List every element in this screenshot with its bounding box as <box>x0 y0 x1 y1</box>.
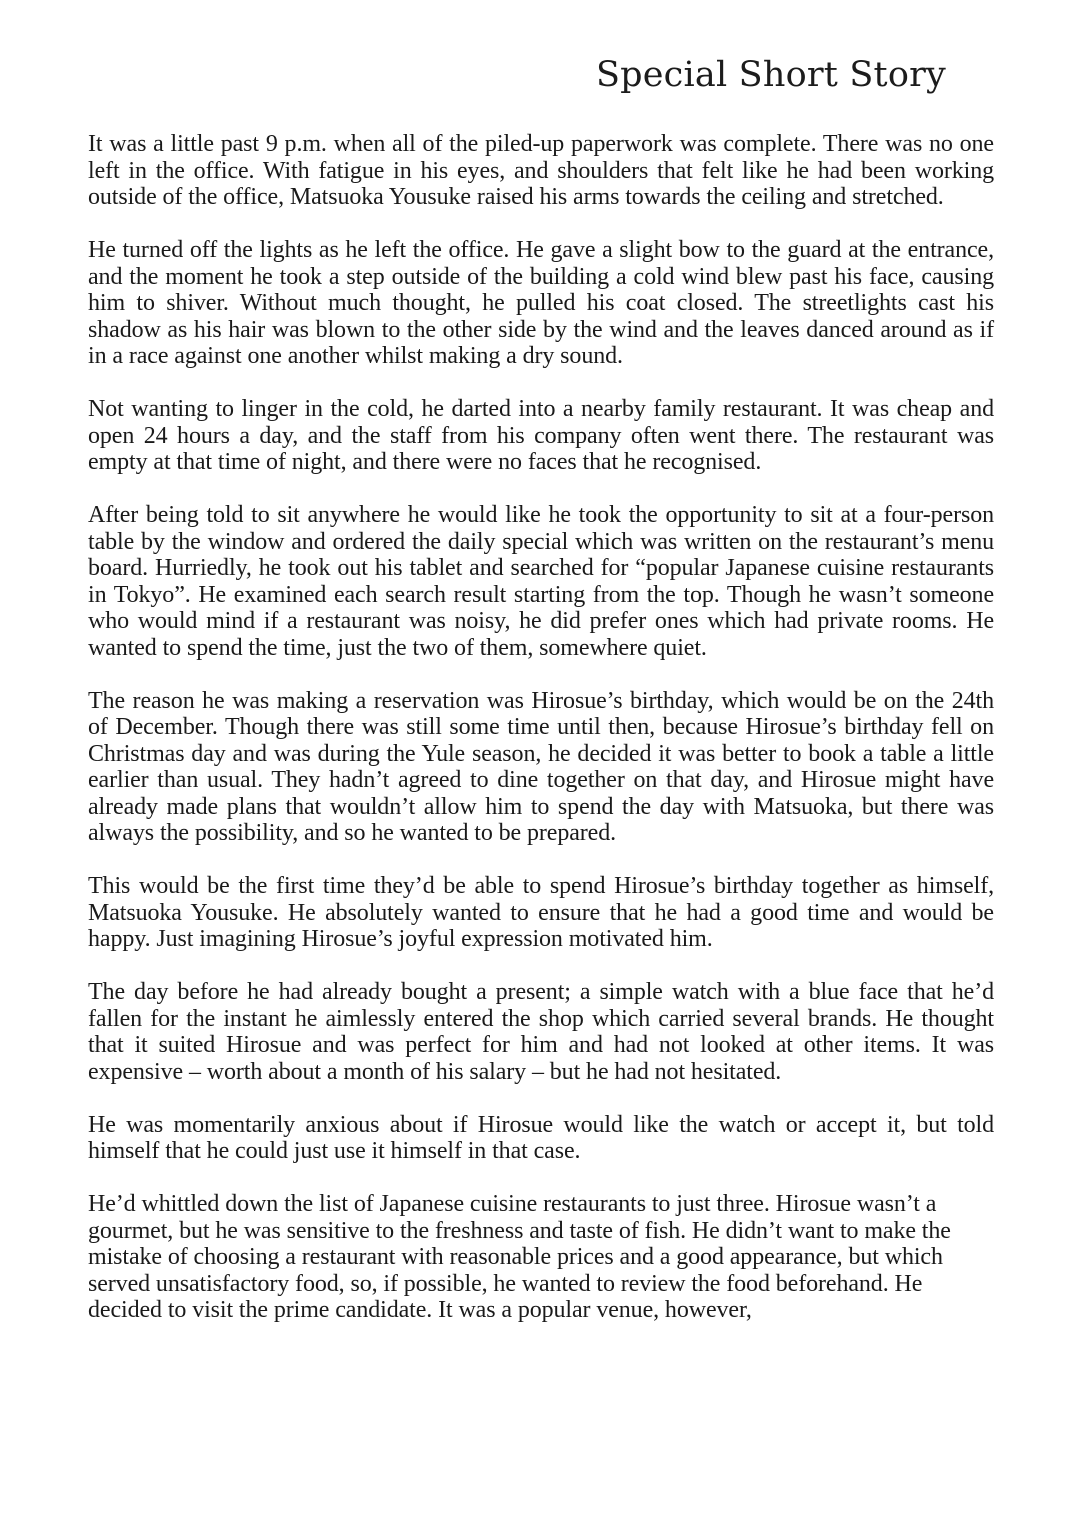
story-paragraph: He was momentarily anxious about if Hirosue would like the watch or accept it, but told himself that he could just use it himself in that case. <box>88 1111 994 1164</box>
story-body <box>88 131 994 1350</box>
story-paragraph: The reason he was making a reservation was Hirosue’s birthday, which would be on the 24th of December. Though there was still some time until then, because Hirosue’s birthday fell on Christmas day and was during the Yule season, he decided it was better to book a table a little earlier than usual. They hadn’t agreed to dine together on that day, and Hirosue might have already made plans that wouldn’t allow him to spend the day with Matsuoka, but there was always the possibility, and so he wanted to be prepared. <box>88 687 994 846</box>
story-paragraph: It was a little past 9 p.m. when all of the piled-up paperwork was complete. There was no one left in the office. With fatigue in his eyes, and shoulders that felt like he had been working outside of the office, Matsuoka Yousuke raised his arms towards the ceiling and stretched. <box>88 131 994 210</box>
story-paragraph: This would be the first time they’d be able to spend Hirosue’s birthday together as himself, Matsuoka Yousuke. He absolutely wanted to ensure that he had a good time and would be happy. Just imagining Hirosue’s joyful expression motivated him. <box>88 873 994 952</box>
story-paragraph: He turned off the lights as he left the office. He gave a slight bow to the guard at the entrance, and the moment he took a step outside of the building a cold wind blew past his face, causing him to shiver. Without much thought, he pulled his coat closed. The streetlights cast his shadow as his hair was blown to the other side by the wind and the leaves danced around as if in a race against one another whilst making a dry sound. <box>88 237 994 369</box>
story-paragraph: After being told to sit anywhere he would like he took the opportunity to sit at a four-person table by the window and ordered the daily special which was written on the restaurant’s menu board. Hurriedly, he took out his tablet and searched for “popular Japanese cuisine restaurants in Tokyo”. He examined each search result starting from the top. Though he wasn’t someone who would mind if a restaurant was noisy, he did prefer ones which had private rooms. He wanted to spend the time, just the two of them, somewhere quiet. <box>88 502 994 661</box>
story-paragraph: Not wanting to linger in the cold, he darted into a nearby family restaurant. It was cheap and open 24 hours a day, and the staff from his company often went there. The restaurant was empty at that time of night, and there were no faces that he recognised. <box>88 396 994 475</box>
story-paragraph: The day before he had already bought a present; a simple watch with a blue face that he’d fallen for the instant he aimlessly entered the shop which carried several brands. He thought that it suited Hirosue and was perfect for him and had not looked at other items. It was expensive – worth about a month of his salary – but he had not hesitated. <box>88 979 994 1085</box>
page-title: Special Short Story <box>595 55 946 95</box>
story-paragraph: He’d whittled down the list of Japanese cuisine restaurants to just three. Hirosue wasn’t a gourmet, but he was sensitive to the freshness and taste of fish. He didn’t want to make the mistake of choosing a restaurant with reasonable prices and a good appearance, but which served unsatisfactory food, so, if possible, he wanted to review the food beforehand. He decided to visit the prime candidate. It was a popular venue, however, <box>88 1191 951 1323</box>
